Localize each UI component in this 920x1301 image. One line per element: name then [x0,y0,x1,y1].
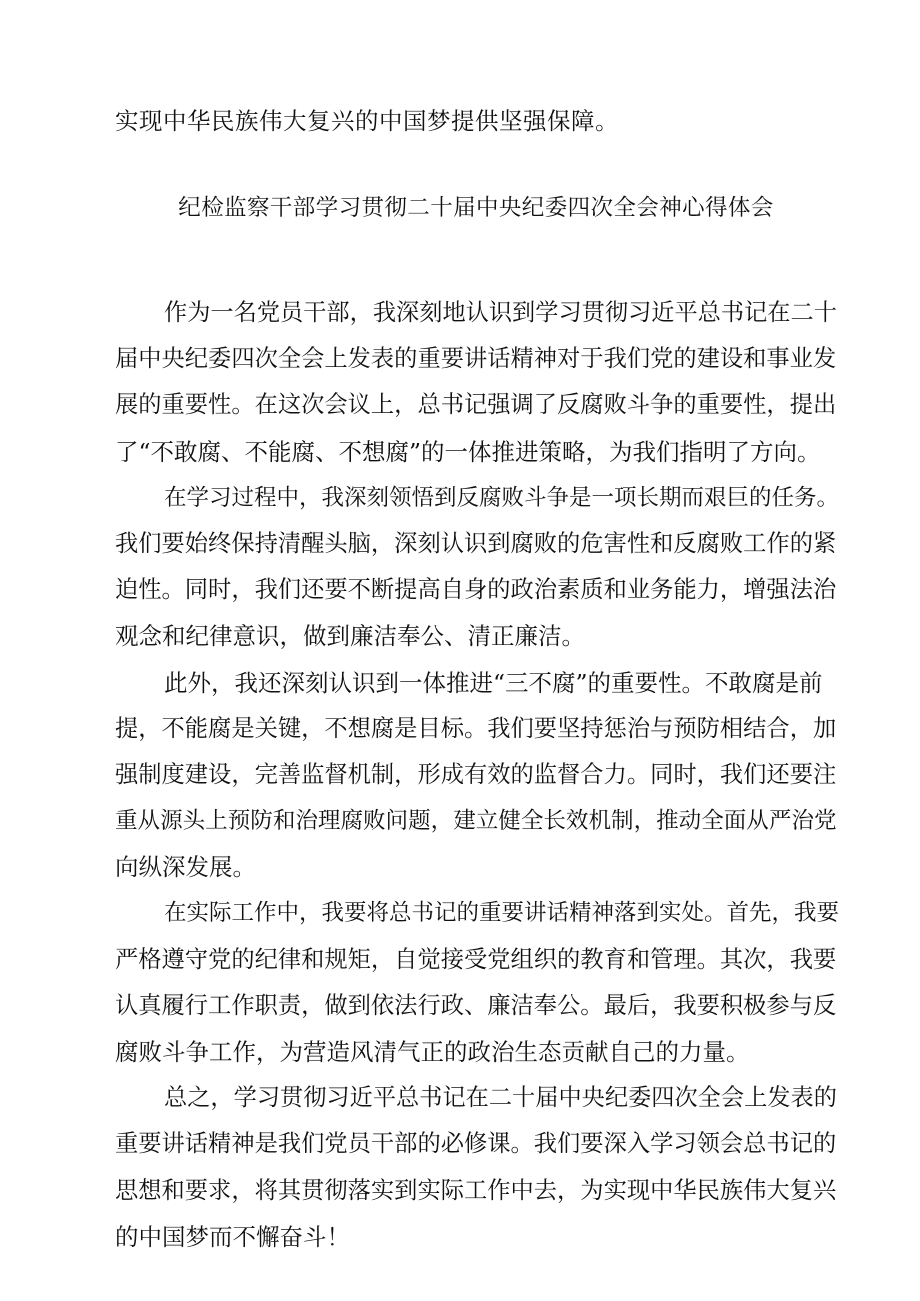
paragraph [115,290,837,475]
paragraph-line: 观念和纪律意识，做到廉洁奉公、清正廉洁。 [115,622,585,651]
paragraph-line: 我们要始终保持清醒头脑，深刻认识到腐败的危害性和反腐败工作的紧 [115,529,837,557]
paragraph-line: 向纵深发展。 [115,853,256,882]
paragraph-line: 届中央纪委四次全会上发表的重要讲话精神对于我们党的建设和事业发 [115,345,837,373]
article-title: 纪检监察干部学习贯彻二十届中央纪委四次全会神心得体会 [178,195,774,221]
paragraph-line: 思想和要求，将其贯彻落实到实际工作中去，为实现中华民族伟大复兴 [115,1176,837,1204]
paragraph [115,1075,837,1260]
paragraph-line: 重要讲话精神是我们党员干部的必修课。我们要深入学习领会总书记的 [115,1130,837,1158]
paragraph [115,475,840,660]
paragraph-line: 在实际工作中，我要将总书记的重要讲话精神落到实处。首先，我要 [164,900,840,927]
paragraph-line: 在学习过程中，我深刻领悟到反腐败斗争是一项长期而艰巨的任务。 [164,484,840,511]
paragraph-line: 总之，学习贯彻习近平总书记在二十届中央纪委四次全会上发表的 [164,1084,837,1112]
paragraph-line: 的中国梦而不懈奋斗！ [115,1222,350,1251]
paragraph [115,660,837,891]
paragraph-line: 重从源头上预防和治理腐败问题，建立健全长效机制，推动全面从严治党 [115,808,837,835]
paragraph-line: 展的重要性。在这次会议上，总书记强调了反腐败斗争的重要性，提出 [115,391,837,419]
paragraph-line: 腐败斗争工作，为营造风清气正的政治生态贡献自己的力量。 [115,1038,750,1066]
paragraph-line: 提，不能腐是关键，不想腐是目标。我们要坚持惩治与预防相结合，加 [115,714,837,742]
paragraph-line: 此外，我还深刻认识到一体推进“三不腐”的重要性。不敢腐是前 [164,668,823,697]
paragraph [115,890,840,1075]
paragraph-line: 迫性。同时，我们还要不断提高自身的政治素质和业务能力，增强法治 [115,576,837,604]
document-content [115,98,840,1260]
paragraph-line: 强制度建设，完善监督机制，形成有效的监督合力。同时，我们还要注 [115,760,837,788]
paragraph-line: 作为一名党员干部，我深刻地认识到学习贯彻习近平总书记在二十 [164,299,837,326]
paragraph-line: 认真履行工作职责，做到依法行政、廉洁奉公。最后，我要积极参与反 [115,991,837,1019]
paragraph-line: 了“不敢腐、不能腐、不想腐”的一体推进策略，为我们指明了方向。 [115,437,821,466]
lead-line: 实现中华民族伟大复兴的中国梦提供坚强保障。 [115,107,619,135]
article-body [115,290,840,1260]
paragraph-line: 严格遵守党的纪律和规矩，自觉接受党组织的教育和管理。其次，我要 [115,945,837,973]
